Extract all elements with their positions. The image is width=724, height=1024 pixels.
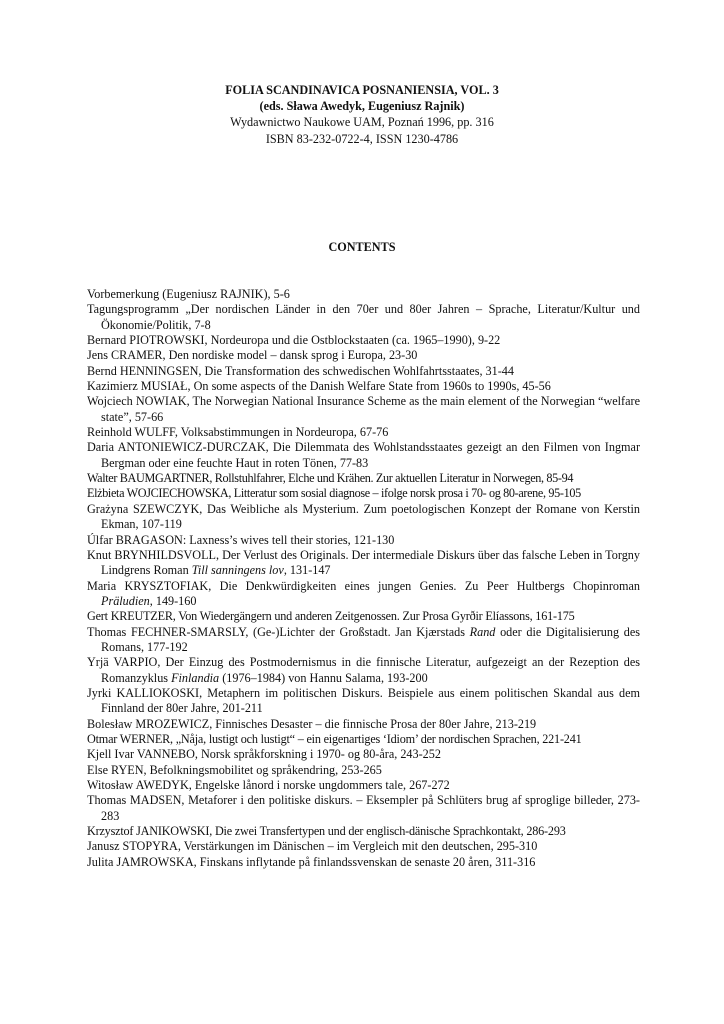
entry-author: Kazimierz MUSIAŁ bbox=[87, 379, 188, 394]
entry-author: Maria KRYSZTOFIAK bbox=[87, 578, 209, 593]
entry-author: Knut BRYNHILDSVOLL bbox=[87, 547, 216, 562]
entry-author: Julita JAMROWSKA bbox=[87, 854, 194, 869]
publication-header bbox=[0, 82, 724, 147]
entry-author: Jens CRAMER bbox=[87, 348, 163, 363]
entry-author: Bernd HENNINGSEN bbox=[87, 363, 199, 378]
entry-italic-title: Präludien bbox=[101, 593, 150, 608]
toc-entry: Gert KREUTZER, Von Wiedergängern und anderen Zeitgenossen. Zur Prosa Gyrðir Elíassons, 161-175 bbox=[87, 609, 575, 624]
entry-italic-title: Finlandia bbox=[171, 670, 220, 685]
entry-author: Janusz STOPYRA bbox=[87, 839, 178, 854]
toc-entry: Janusz STOPYRA, Verstärkungen im Dänischen – im Vergleich mit den deutschen, 295-310 bbox=[87, 839, 538, 854]
toc-entry: Úlfar BRAGASON: Laxness’s wives tell their stories, 121-130 bbox=[87, 532, 395, 547]
toc-entry: Bolesław MROZEWICZ, Finnisches Desaster – die finnische Prosa der 80er Jahre, 213-219 bbox=[87, 716, 537, 731]
entry-author: Bolesław MROZEWICZ bbox=[87, 716, 210, 731]
entry-author: Walter BAUMGARTNER bbox=[87, 471, 210, 486]
toc-entry: Else RYEN, Befolkningsmobilitet og språkendring, 253-265 bbox=[87, 762, 382, 777]
entry-author: Bernard PIOTROWSKI bbox=[87, 333, 205, 348]
entry-author: Thomas FECHNER-SMARSLY bbox=[87, 624, 246, 639]
entry-author: Grażyna SZEWCZYK bbox=[87, 501, 200, 516]
toc-entry: Daria ANTONIEWICZ-DURCZAK, Die Dilemmata des Wohlstandsstaates gezeigt an den Filmen von Ingmar Bergman oder eine feuchte Haut in roten Tönen, 77-83 bbox=[87, 440, 640, 470]
toc-entry: Witosław AWEDYK, Engelske lånord i norske ungdommers tale, 267-272 bbox=[87, 778, 450, 792]
isbn-line: ISBN 83-232-0722-4, ISSN 1230-4786 bbox=[265, 131, 459, 146]
toc-entry: Kazimierz MUSIAŁ, On some aspects of the Danish Welfare State from 1960s to 1990s, 45-56 bbox=[87, 379, 551, 394]
toc-entry: Thomas FECHNER-SMARSLY, (Ge-)Lichter der Großstadt. Jan Kjærstads Rand oder die Digitalisierung des Romans, 177-192 bbox=[87, 624, 640, 654]
toc-entry: Knut BRYNHILDSVOLL, Der Verlust des Originals. Der intermediale Diskurs über das falsche Leben in Torgny Lindgrens Roman Till sanningens lov, 131-147 bbox=[87, 547, 640, 578]
toc-entry: Jyrki KALLIOKOSKI, Metaphern im politischen Diskurs. Beispiele aus einem politischen Skandal aus dem Finnland der 80er Jahre, 201-211 bbox=[87, 685, 641, 716]
toc-entry: Bernard PIOTROWSKI, Nordeuropa und die Ostblockstaaten (ca. 1965–1990), 9-22 bbox=[87, 333, 501, 348]
entry-author: Úlfar BRAGASON bbox=[87, 532, 183, 547]
toc-entry: Julita JAMROWSKA, Finskans inflytande på finlandssvenskan de senaste 20 åren, 311-316 bbox=[87, 854, 536, 869]
entry-author: Reinhold WULFF bbox=[87, 425, 175, 440]
entry-author: Yrjä VARPIO bbox=[87, 655, 158, 670]
entry-author: Else RYEN bbox=[87, 762, 144, 777]
toc-entry: Yrjä VARPIO, Der Einzug des Postmodernismus in die finnische Literatur, aufgezeigt an der Rezeption des Romanzyklus Finlandia (1976–1984) von Hannu Salama, 193-200 bbox=[87, 655, 640, 685]
entry-author: Gert KREUTZER bbox=[87, 609, 173, 624]
toc-entry: Tagungsprogramm „Der nordischen Länder in den 70er und 80er Jahren – Sprache, Literatur/Kultur und Ökonomie/Politik, 7-8 bbox=[87, 302, 640, 332]
toc-entry: Reinhold WULFF, Volksabstimmungen in Nordeuropa, 67-76 bbox=[87, 425, 389, 440]
entry-author: Jyrki KALLIOKOSKI bbox=[87, 685, 200, 700]
toc-entry: Walter BAUMGARTNER, Rollstuhlfahrer, Elche und Krähen. Zur aktuellen Literatur in Norwegen, 85-94 bbox=[87, 471, 574, 486]
toc-entry: Thomas MADSEN, Metaforer i den politiske diskurs. – Eksempler på Schlüters brug af sproglige billeder, 273-283 bbox=[87, 793, 640, 823]
series-title: FOLIA SCANDINAVICA POSNANIENSIA, VOL. 3 bbox=[225, 83, 499, 97]
toc-entry: Bernd HENNINGSEN, Die Transformation des schwedischen Wohlfahrtsstaates, 31-44 bbox=[87, 363, 514, 378]
publisher-line: Wydawnictwo Naukowe UAM, Poznań 1996, pp. 316 bbox=[230, 115, 494, 130]
entry-author: Daria ANTONIEWICZ-DURCZAK bbox=[87, 440, 266, 455]
entry-author: Elżbieta WOJCIECHOWSKA bbox=[87, 486, 229, 501]
entry-author: Thomas MADSEN bbox=[87, 793, 182, 808]
entry-author: Krzysztof JANIKOWSKI bbox=[87, 824, 210, 839]
entry-author: Witosław AWEDYK bbox=[87, 778, 189, 792]
toc-entry: Krzysztof JANIKOWSKI, Die zwei Transfertypen und der englisch-dänische Sprachkontakt, 286-293 bbox=[87, 824, 566, 839]
editors-line: (eds. Sława Awedyk, Eugeniusz Rajnik) bbox=[259, 99, 465, 114]
entry-italic-title: Till sanningens lov bbox=[191, 563, 284, 578]
entry-author: Wojciech NOWIAK bbox=[87, 394, 187, 409]
entry-author: Otmar WERNER bbox=[87, 731, 171, 746]
toc-entry: Wojciech NOWIAK, The Norwegian National Insurance Scheme as the main element of the Norwegian “welfare state”, 57-66 bbox=[87, 394, 640, 424]
toc-entry: Otmar WERNER, „Nåja, lustigt och lustigt“ – ein eigenartiges ‘Idiom’ der nordischen Sprachen, 221-241 bbox=[87, 731, 582, 746]
table-of-contents bbox=[87, 287, 640, 870]
toc-entry: Maria KRYSZTOFIAK, Die Denkwürdigkeiten eines jungen Genies. Zu Peer Hultbergs Chopinroman Präludien, 149-160 bbox=[87, 578, 640, 608]
toc-entry: Kjell Ivar VANNEBO, Norsk språkforskning i 1970- og 80-åra, 243-252 bbox=[87, 747, 441, 762]
toc-entry: Vorbemerkung (Eugeniusz RAJNIK), 5-6 bbox=[87, 287, 290, 301]
toc-entry: Jens CRAMER, Den nordiske model – dansk sprog i Europa, 23-30 bbox=[87, 348, 418, 363]
entry-author: Kjell Ivar VANNEBO bbox=[87, 747, 195, 762]
toc-entry: Elżbieta WOJCIECHOWSKA, Litteratur som sosial diagnose – ifolge norsk prosa i 70- og 80-arene, 95-105 bbox=[87, 486, 581, 501]
toc-entry: Grażyna SZEWCZYK, Das Weibliche als Mysterium. Zum poetologischen Konzept der Romane von Kerstin Ekman, 107-119 bbox=[87, 501, 640, 532]
contents-heading: CONTENTS bbox=[328, 240, 396, 254]
entry-italic-title: Rand bbox=[469, 624, 496, 639]
